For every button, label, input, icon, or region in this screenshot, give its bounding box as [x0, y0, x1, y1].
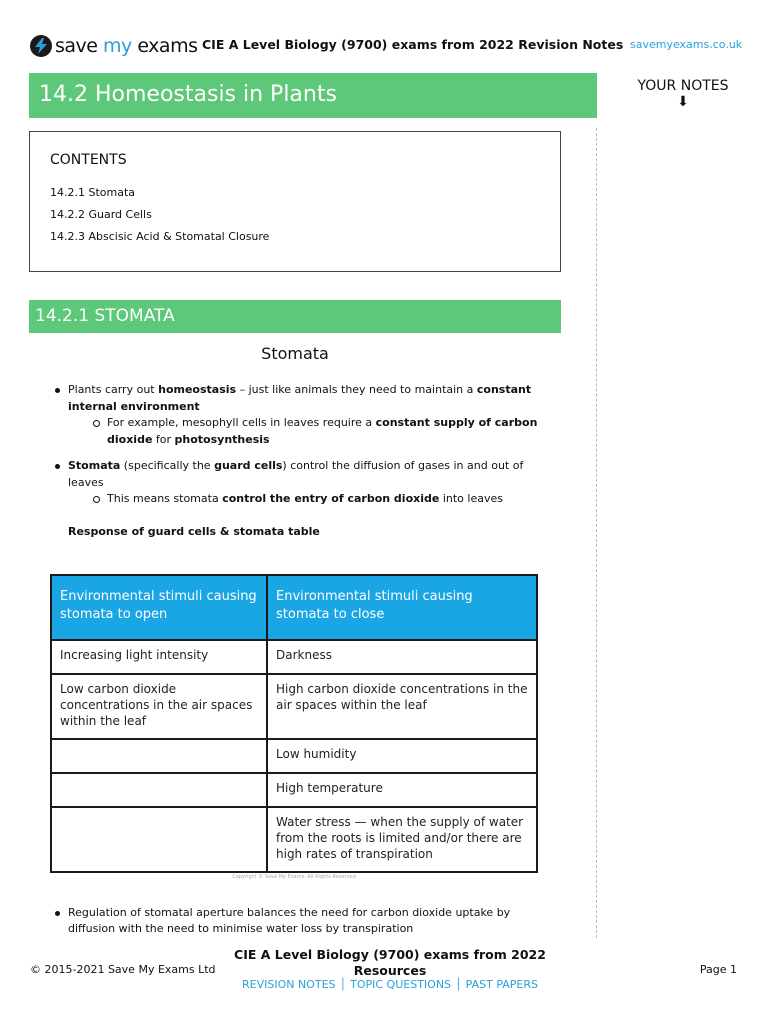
sub-bullet-mesophyll: For example, mesophyll cells in leaves require a constant supply of carbon dioxide for photosynthesis [50, 415, 560, 448]
topic-questions-link[interactable]: TOPIC QUESTIONS [350, 978, 452, 991]
footer-title: CIE A Level Biology (9700) exams from 2022 Resources [234, 947, 546, 978]
table-row [51, 674, 537, 739]
footer-links [230, 978, 550, 991]
link-separator: │ [339, 978, 347, 991]
table-cell: Increasing light intensity [51, 640, 267, 674]
revision-notes-link[interactable]: REVISION NOTES [241, 978, 336, 991]
page-title: 14.2 Homeostasis in Plants [29, 73, 597, 118]
contents-item-abscisic-acid[interactable]: 14.2.3 Abscisic Acid & Stomatal Closure [50, 230, 270, 243]
table-row [51, 773, 537, 807]
table-cell [51, 739, 267, 773]
bullet-list [50, 382, 560, 508]
past-papers-link[interactable]: PAST PAPERS [465, 978, 538, 991]
brand-logo[interactable] [30, 33, 197, 59]
table-cell: Low humidity [267, 739, 537, 773]
logo-wordmark: save my exams [55, 35, 198, 57]
table-caption: Response of guard cells & stomata table [68, 525, 320, 538]
lightning-bolt-icon [30, 35, 52, 57]
site-link[interactable]: savemyexams.co.uk [630, 38, 743, 51]
table-cell [51, 807, 267, 872]
table-header-open: Environmental stimuli causing stomata to open [51, 575, 267, 640]
arrow-down-icon: ⬇ [677, 94, 689, 110]
header-title: CIE A Level Biology (9700) exams from 2022 Revision Notes [202, 37, 624, 52]
table-row [51, 807, 537, 872]
contents-item-stomata[interactable]: 14.2.1 Stomata [50, 186, 136, 199]
contents-box [29, 131, 561, 272]
footer-copyright: © 2015-2021 Save My Exams Ltd [30, 963, 216, 976]
contents-heading: CONTENTS [50, 152, 127, 168]
table-row [51, 739, 537, 773]
bullet-regulation: Regulation of stomatal aperture balances the need for carbon dioxide uptake by diffusion with the need to minimise water loss by transpiration [50, 905, 560, 937]
section-banner: 14.2.1 STOMATA [29, 300, 561, 333]
table-header-close: Environmental stimuli causing stomata to close [267, 575, 537, 640]
page-number: Page 1 [699, 963, 737, 976]
table-cell: High carbon dioxide concentrations in the air spaces within the leaf [267, 674, 537, 739]
table-copyright: Copyright © Save My Exams. All Rights Reserved [232, 874, 356, 880]
stimuli-table [50, 574, 538, 873]
table-cell: Darkness [267, 640, 537, 674]
table-row [51, 640, 537, 674]
bullet-stomata: Stomata (specifically the guard cells) control the diffusion of gases in and out of leaves [50, 458, 560, 491]
notes-divider [596, 128, 597, 938]
sub-bullet-carbon-dioxide: This means stomata control the entry of carbon dioxide into leaves [50, 491, 560, 508]
table-cell: High temperature [267, 773, 537, 807]
bullet-homeostasis: Plants carry out homeostasis – just like animals they need to maintain a constant internal environment [50, 382, 560, 415]
table-cell: Low carbon dioxide concentrations in the air spaces within the leaf [51, 674, 267, 739]
table-cell: Water stress — when the supply of water from the roots is limited and/or there are high rates of transpiration [267, 807, 537, 872]
link-separator: │ [455, 978, 462, 991]
table-cell [51, 773, 267, 807]
section-subheading: Stomata [261, 344, 329, 363]
contents-item-guard-cells[interactable]: 14.2.2 Guard Cells [50, 208, 152, 221]
your-notes-label: YOUR NOTES ⬇ [618, 78, 748, 110]
